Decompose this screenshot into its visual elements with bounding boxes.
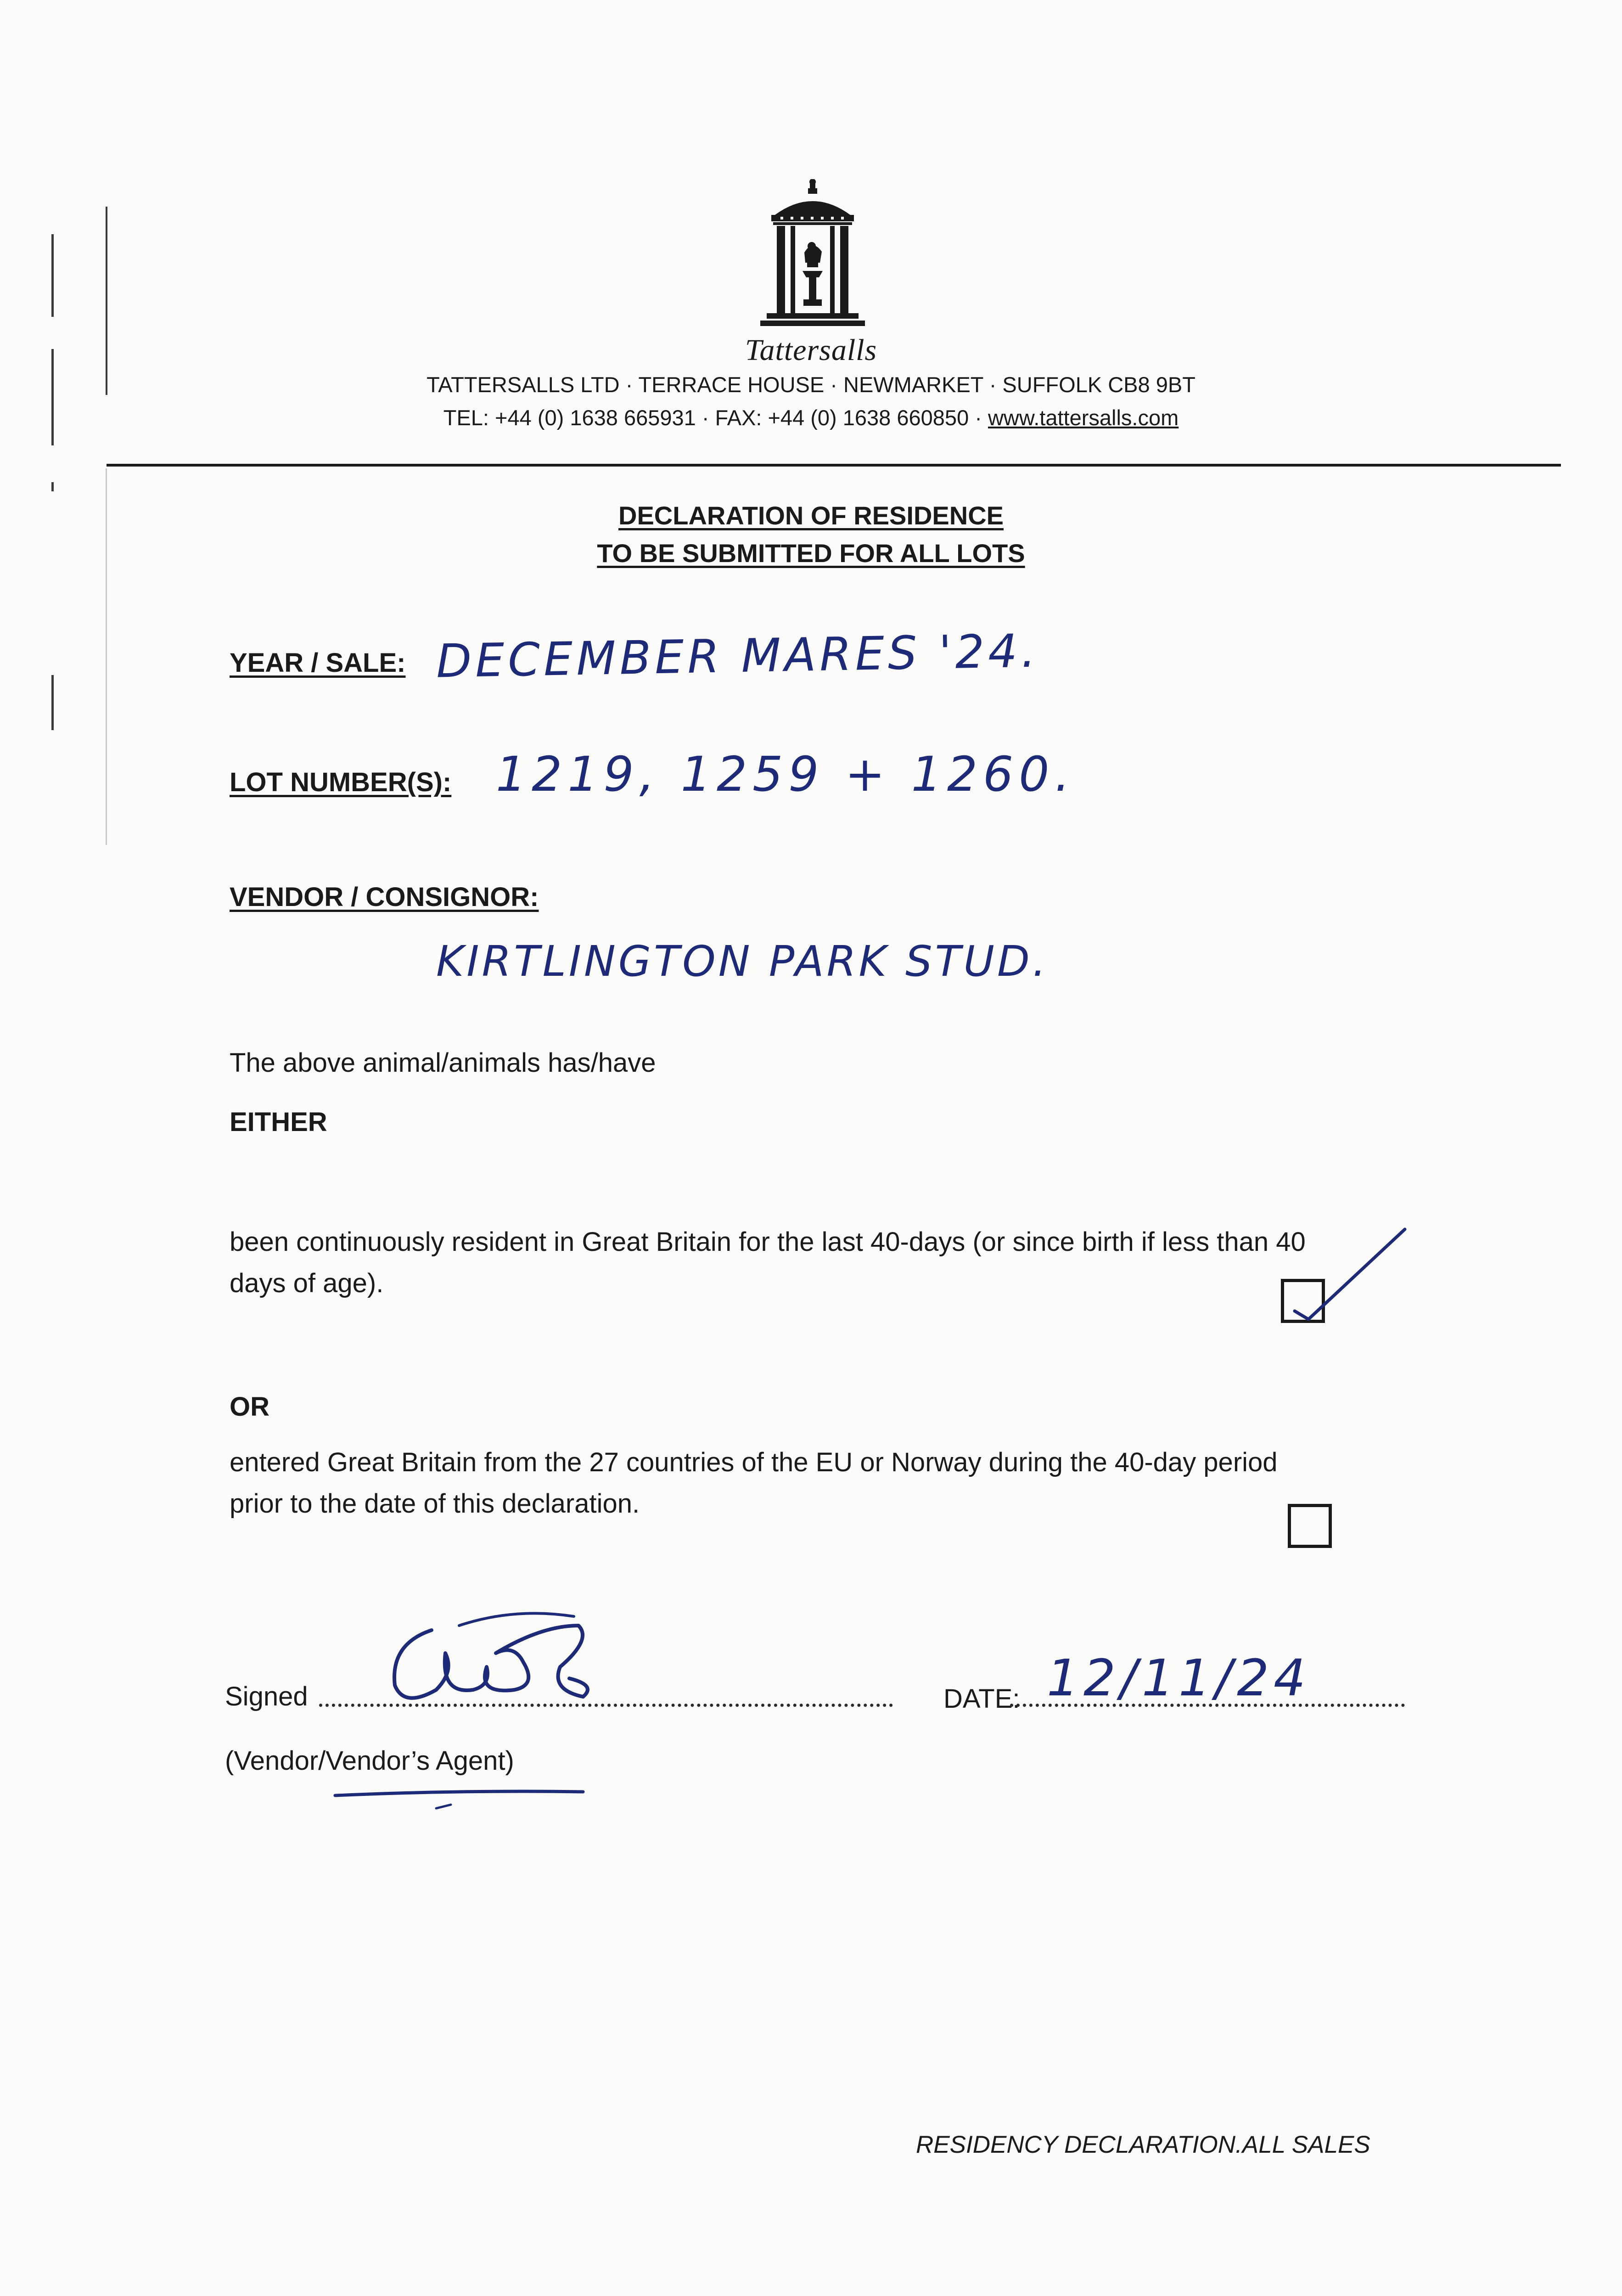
scan-edge-mark xyxy=(51,234,54,317)
form-reference: RESIDENCY DECLARATION.ALL SALES xyxy=(916,2131,1370,2158)
option-entered-from-eu xyxy=(230,1442,1469,1525)
vendor-value[interactable]: KIRTLINGTON PARK STUD. xyxy=(436,937,1049,986)
lot-numbers-value[interactable]: 1219, 1259 + 1260. xyxy=(496,746,1076,802)
rotunda-statue-logo-icon xyxy=(753,179,872,335)
or-heading: OR xyxy=(230,1392,269,1422)
lot-numbers-label: LOT NUMBER(S): xyxy=(230,767,452,797)
year-sale-value[interactable]: DECEMBER MARES '24. xyxy=(436,624,1040,688)
statement-intro: The above animal/animals has/have xyxy=(230,1048,656,1078)
signed-label: Signed xyxy=(225,1682,308,1711)
vendor-label: VENDOR / CONSIGNOR: xyxy=(230,882,539,912)
header-divider xyxy=(107,464,1561,467)
contact-phone-fax: TEL: +44 (0) 1638 665931 · FAX: +44 (0) 1638 660850 · xyxy=(443,405,988,430)
option1-line1: been continuously resident in Great Britain for the last 40-days (or since birth if less than 40 xyxy=(230,1227,1306,1257)
contact-line xyxy=(0,405,1622,430)
handwritten-signature[interactable] xyxy=(376,1598,615,1717)
either-heading: EITHER xyxy=(230,1107,327,1137)
option2-line1: entered Great Britain from the 27 countries of the EU or Norway during the 40-day period xyxy=(230,1447,1278,1477)
company-address: TATTERSALLS LTD · TERRACE HOUSE · NEWMARKET · SUFFOLK CB8 9BT xyxy=(427,372,1195,397)
website-link[interactable]: www.tattersalls.com xyxy=(988,405,1179,430)
option2-checkbox[interactable] xyxy=(1288,1504,1332,1548)
signer-caption: (Vendor/Vendor’s Agent) xyxy=(225,1746,514,1776)
date-value[interactable]: 12/11/24 xyxy=(1047,1649,1311,1707)
scan-edge-mark xyxy=(51,675,54,730)
brand-name: Tattersalls xyxy=(745,333,877,367)
option1-line2: days of age). xyxy=(230,1268,384,1298)
checkmark-icon xyxy=(1276,1224,1414,1334)
scan-edge-mark xyxy=(51,482,54,491)
year-sale-label: YEAR / SALE: xyxy=(230,648,406,678)
date-label: DATE: xyxy=(943,1684,1020,1714)
form-title: DECLARATION OF RESIDENCE xyxy=(618,501,1004,530)
form-subtitle: TO BE SUBMITTED FOR ALL LOTS xyxy=(597,539,1025,568)
option2-line2: prior to the date of this declaration. xyxy=(230,1489,640,1519)
signature-underline xyxy=(331,1782,588,1814)
